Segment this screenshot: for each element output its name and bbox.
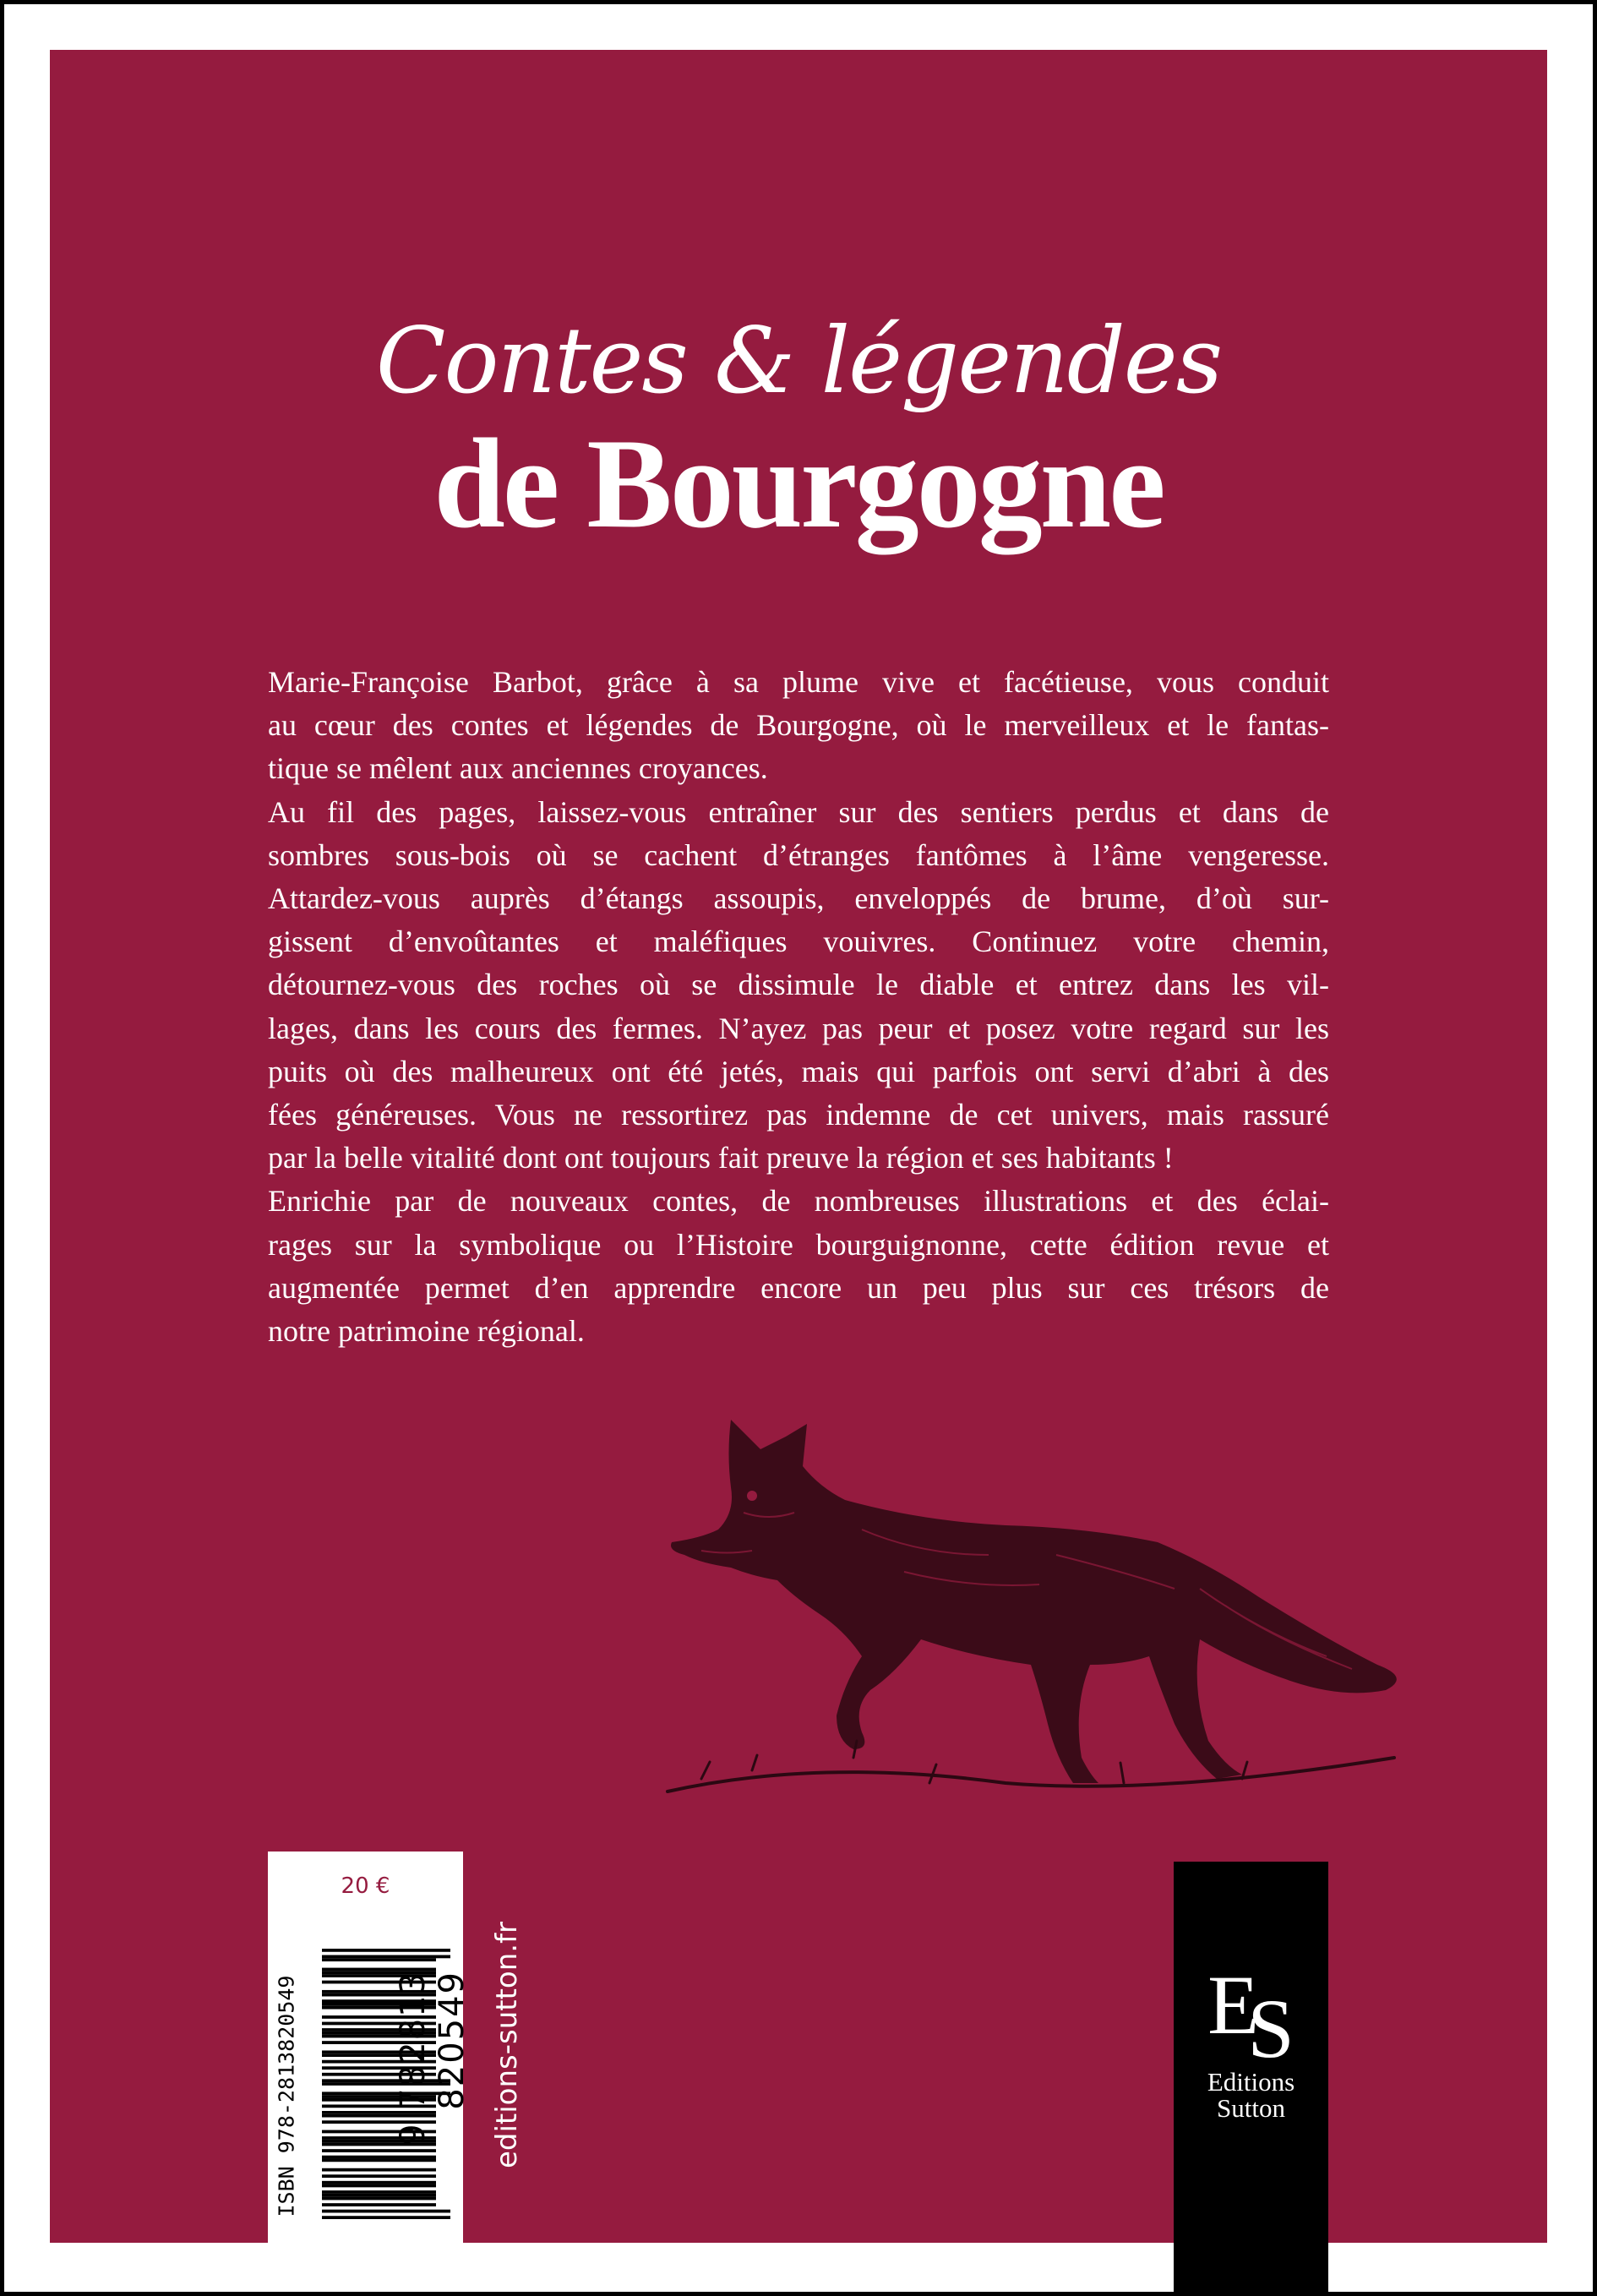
blurb-line: rages sur la symbolique ou l’Histoire bourguignonne, cette édition revue et — [268, 1227, 1329, 1262]
publisher-name-line2: Sutton — [1217, 2093, 1285, 2123]
barcode-bar — [322, 1958, 436, 1961]
blurb-line: tique se mêlent aux anciennes croyances. — [268, 751, 768, 786]
fox-eye — [747, 1491, 757, 1501]
blurb-line: puits où des malheureux ont été jetés, mais qui parfois ont servi d’abri à des — [268, 1054, 1329, 1088]
barcode-label — [268, 1852, 471, 2245]
blurb-line: lages, dans les cours des fermes. N’ayez pas peur et posez votre regard sur les — [268, 1011, 1329, 1045]
fox-body — [671, 1420, 1397, 1783]
blurb-line: notre patrimoine régional. — [268, 1314, 585, 1349]
blurb-line: augmentée permet d’en apprendre encore un peu plus sur ces trésors de — [268, 1270, 1329, 1305]
barcode-bar — [322, 1955, 450, 1959]
blurb-line: par la belle vitalité dont ont toujours fait preuve la région et ses habitants ! — [268, 1141, 1174, 1175]
ean-digits: 9 782813 820549 — [394, 1971, 471, 2146]
price: 20 € — [341, 1873, 390, 1899]
fox-illustration — [651, 1386, 1420, 1808]
title-main-line: de Bourgogne — [433, 412, 1164, 554]
website-url[interactable]: editions-sutton.fr — [490, 1921, 524, 2169]
publisher-monogram: ES — [1207, 1958, 1294, 2075]
blurb-line: Marie-Françoise Barbot, grâce à sa plume vive et facétieuse, vous conduit — [268, 665, 1329, 699]
isbn-text: ISBN 978-2813820549 — [274, 1975, 299, 2217]
barcode-bar — [322, 1949, 450, 1952]
publisher-name-line1: Editions — [1207, 2067, 1295, 2097]
publisher-name — [1174, 2069, 1328, 2121]
blurb-line: gissent d’envoûtantes et maléfiques vouivres. Continuez votre chemin, — [268, 924, 1329, 959]
publisher-logo — [1174, 1862, 1328, 2296]
blurb-line: au cœur des contes et légendes de Bourgogne, où le merveilleux et le fantas- — [268, 708, 1329, 743]
blurb-line: Enrichie par de nouveaux contes, de nombreuses illustrations et des éclai- — [268, 1184, 1329, 1219]
blurb-line: Attardez-vous auprès d’étangs assoupis, enveloppés de brume, d’où sur- — [268, 881, 1329, 916]
blurb-line: sombres sous-bois où se cachent d’étranges fantômes à l’âme vengeresse. — [268, 837, 1329, 872]
blurb-line: détournez-vous des roches où se dissimule le diable et entrez dans les vil- — [268, 968, 1329, 1002]
blurb-line: Au fil des pages, laissez-vous entraîner sur des sentiers perdus et dans de — [268, 794, 1329, 829]
blurb-text — [268, 661, 1329, 1353]
blurb-line: fées généreuses. Vous ne ressortirez pas indemne de cet univers, mais rassuré — [268, 1098, 1329, 1132]
title-script-line: Contes & légendes — [375, 308, 1222, 414]
